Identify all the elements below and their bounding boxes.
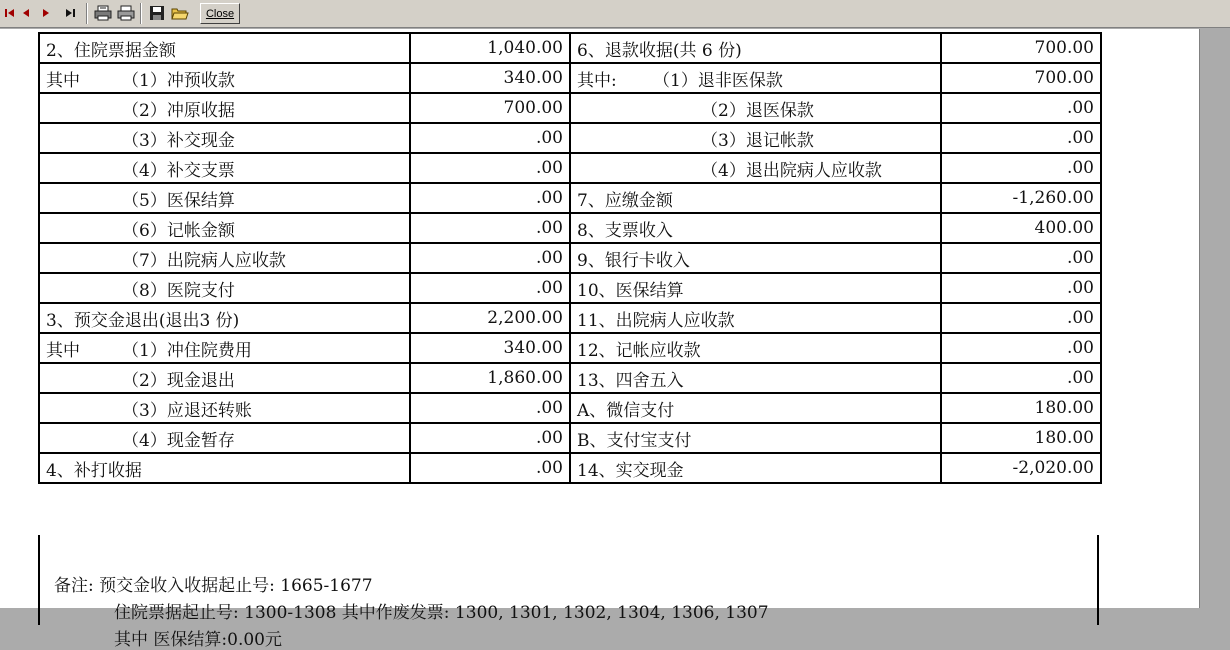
item-label-text: （1）冲预收款 [122, 70, 235, 91]
item-label-text: （7）出院病人应收款 [122, 250, 286, 271]
item-label-text: （4）补交支票 [122, 160, 235, 181]
print-icon [117, 5, 135, 21]
item-label-text: （8）医院支付 [122, 280, 235, 301]
right-item-label: 13、四舍五入 [570, 363, 941, 393]
item-label-text: （4）退出院病人应收款 [701, 160, 882, 181]
left-amount: .00 [410, 123, 570, 153]
right-item-label: 8、支票收入 [570, 213, 941, 243]
left-amount: .00 [410, 273, 570, 303]
item-label-text: （2）冲原收据 [122, 100, 235, 121]
right-item-label: 12、记帐应收款 [570, 333, 941, 363]
left-amount: .00 [410, 453, 570, 483]
left-item-label [39, 63, 410, 93]
right-amount: .00 [941, 93, 1101, 123]
table-row [39, 333, 1101, 363]
right-amount: 180.00 [941, 393, 1101, 423]
remarks-line-invoice-range: 住院票据起止号: 1300-1308 其中作废发票: 1300, 1301, 1302, 1304, 1306, 1307 [114, 603, 769, 623]
right-item-label: 14、实交现金 [570, 453, 941, 483]
right-item-label: A、微信支付 [570, 393, 941, 423]
right-item-label: 11、出院病人应收款 [570, 303, 941, 333]
breakdown-prefix: 其中 [46, 70, 80, 91]
right-amount: .00 [941, 303, 1101, 333]
right-amount: -2,020.00 [941, 453, 1101, 483]
right-item-label: 7、应缴金额 [570, 183, 941, 213]
item-label-text: （3）补交现金 [122, 130, 235, 151]
left-item-label [39, 213, 410, 243]
report-preview [0, 29, 1230, 650]
item-label-text: （2）退医保款 [701, 100, 814, 121]
left-item-label: 2、住院票据金额 [39, 33, 410, 63]
report-page [0, 29, 1199, 650]
vertical-scroll-area[interactable] [1199, 29, 1230, 608]
table-row [39, 423, 1101, 453]
right-amount: 700.00 [941, 33, 1101, 63]
right-amount: .00 [941, 363, 1101, 393]
print-button[interactable] [115, 3, 137, 23]
toolbar-separator [86, 3, 88, 24]
toolbar-separator [140, 3, 142, 24]
right-amount: .00 [941, 123, 1101, 153]
settlement-table [38, 32, 1102, 484]
left-item-label: 3、预交金退出(退出3 份) [39, 303, 410, 333]
left-amount: .00 [410, 183, 570, 213]
remarks-line-receipt-range: 备注: 预交金收入收据起止号: 1665-1677 [54, 576, 373, 596]
open-button[interactable] [169, 3, 191, 23]
right-amount: .00 [941, 243, 1101, 273]
left-amount: 2,200.00 [410, 303, 570, 333]
left-item-label [39, 363, 410, 393]
next-page-button[interactable] [38, 3, 54, 23]
last-page-button[interactable] [62, 3, 78, 23]
left-item-label [39, 423, 410, 453]
table-row [39, 363, 1101, 393]
table-row [39, 453, 1101, 483]
left-item-label [39, 333, 410, 363]
table-row [39, 63, 1101, 93]
print-setup-icon [94, 5, 112, 21]
first-page-button[interactable] [2, 3, 18, 23]
remarks-line-insurance: 其中 医保结算:0.00元 [114, 630, 282, 650]
table-row [39, 243, 1101, 273]
table-row [39, 273, 1101, 303]
previous-page-button[interactable] [18, 3, 34, 23]
report-toolbar [0, 0, 1230, 28]
left-item-label [39, 153, 410, 183]
table-row [39, 93, 1101, 123]
left-item-label [39, 393, 410, 423]
table-row [39, 33, 1101, 63]
left-item-label [39, 183, 410, 213]
right-item-label: 6、退款收据(共 6 份) [570, 33, 941, 63]
table-row [39, 153, 1101, 183]
right-item-label: 10、医保结算 [570, 273, 941, 303]
item-label-text: （5）医保结算 [122, 190, 235, 211]
table-row [39, 123, 1101, 153]
item-label-text: （4）现金暂存 [122, 430, 235, 451]
right-item-label [570, 153, 941, 183]
breakdown-prefix: 其中: [577, 70, 617, 91]
left-item-label [39, 123, 410, 153]
left-amount: 1,860.00 [410, 363, 570, 393]
right-item-label: 9、银行卡收入 [570, 243, 941, 273]
right-item-label [570, 123, 941, 153]
left-item-label [39, 93, 410, 123]
right-item-label [570, 63, 941, 93]
item-label-text: （1）退非医保款 [653, 70, 783, 91]
left-item-label [39, 273, 410, 303]
remarks-section [38, 535, 1099, 650]
right-amount: 400.00 [941, 213, 1101, 243]
right-item-label: B、支付宝支付 [570, 423, 941, 453]
left-item-label: 4、补打收据 [39, 453, 410, 483]
left-amount: 700.00 [410, 93, 570, 123]
save-icon [149, 5, 165, 21]
item-label-text: （1）冲住院费用 [122, 340, 252, 361]
table-row [39, 213, 1101, 243]
table-row [39, 183, 1101, 213]
left-amount: 340.00 [410, 63, 570, 93]
left-amount: 1,040.00 [410, 33, 570, 63]
left-item-label [39, 243, 410, 273]
right-amount: .00 [941, 273, 1101, 303]
last-page-icon [63, 6, 77, 20]
previous-page-icon [19, 6, 33, 20]
item-label-text: （3）应退还转账 [122, 400, 252, 421]
right-amount: .00 [941, 153, 1101, 183]
table-row [39, 393, 1101, 423]
table-row [39, 303, 1101, 333]
right-amount: 700.00 [941, 63, 1101, 93]
item-label-text: （3）退记帐款 [701, 130, 814, 151]
left-amount: .00 [410, 243, 570, 273]
open-folder-icon [171, 5, 189, 21]
left-amount: .00 [410, 213, 570, 243]
left-amount: .00 [410, 153, 570, 183]
right-amount: .00 [941, 333, 1101, 363]
save-button[interactable] [146, 3, 168, 23]
next-page-icon [39, 6, 53, 20]
left-amount: 340.00 [410, 333, 570, 363]
print-setup-button[interactable] [92, 3, 114, 23]
right-amount: -1,260.00 [941, 183, 1101, 213]
right-item-label [570, 93, 941, 123]
item-label-text: （6）记帐金额 [122, 220, 235, 241]
left-amount: .00 [410, 393, 570, 423]
close-button[interactable]: Close [200, 3, 240, 24]
left-amount: .00 [410, 423, 570, 453]
breakdown-prefix: 其中 [46, 340, 80, 361]
right-amount: 180.00 [941, 423, 1101, 453]
first-page-icon [3, 6, 17, 20]
item-label-text: （2）现金退出 [122, 370, 235, 391]
